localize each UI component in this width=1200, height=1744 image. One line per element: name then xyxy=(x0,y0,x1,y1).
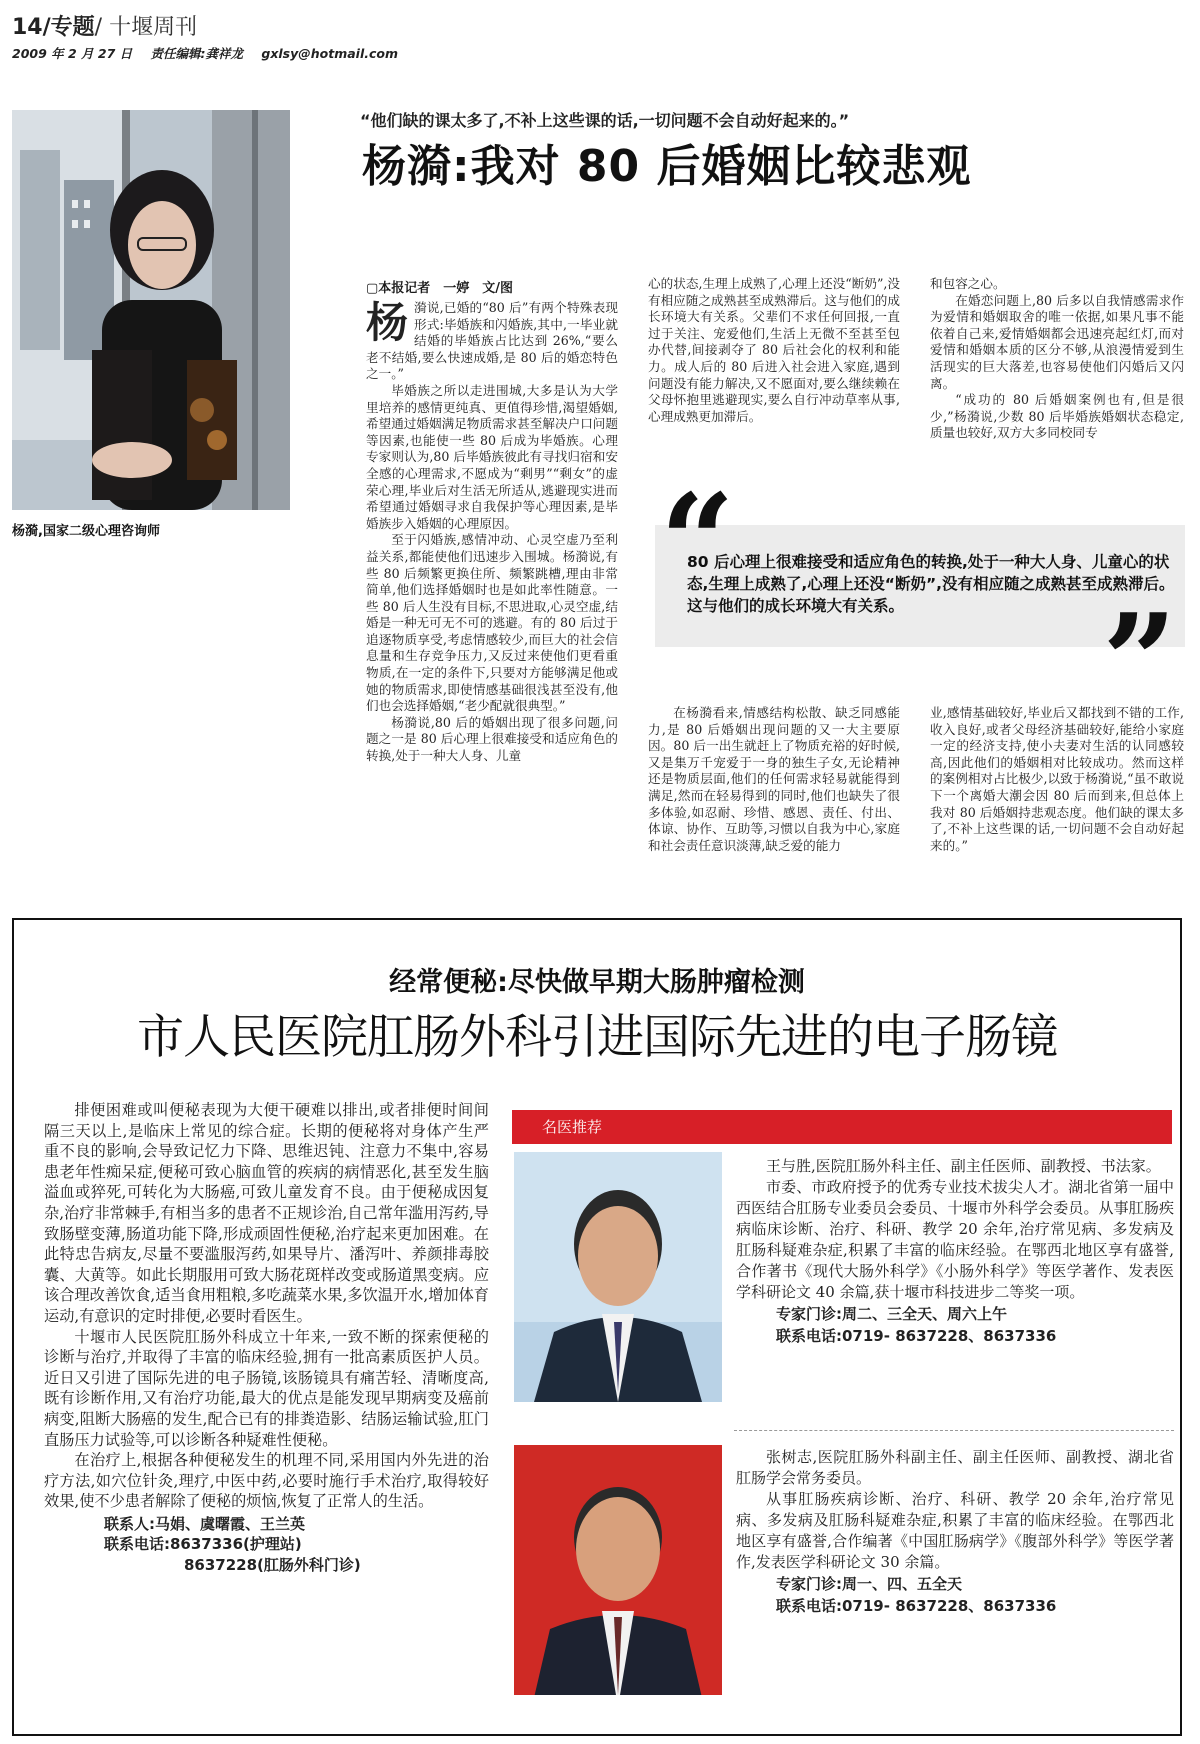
section-name: 专题 xyxy=(50,15,95,40)
doctor-phone: 联系电话:0719- 8637228、8637336 xyxy=(776,1597,1057,1615)
contact-phone-nursing: 联系电话:8637336(护理站) xyxy=(104,1535,302,1554)
divider xyxy=(734,1430,1174,1431)
ad-body xyxy=(44,1100,489,1575)
paper-name: / 十堰周刊 xyxy=(94,15,198,40)
doctor-intro: 张树志,医院肛肠外科副主任、副主任医师、副教授、湖北省肛肠学会常务委员。 xyxy=(736,1448,1174,1487)
doctor-bio-zhang xyxy=(736,1447,1174,1617)
doctor-clinic-hours: 专家门诊:周二、三全天、周六上午 xyxy=(776,1305,1008,1323)
doctor-bio-wang xyxy=(736,1156,1174,1347)
open-quote-icon: “ xyxy=(660,465,735,618)
contact-phone-clinic: 8637228(肛肠外科门诊) xyxy=(184,1555,361,1574)
editor-email: gxlsy@hotmail.com xyxy=(261,46,399,61)
pull-quote xyxy=(655,465,1185,738)
portrait-photo xyxy=(12,110,290,510)
paragraph: 在治疗上,根据各种便秘发生的机理不同,采用国内外先进的治疗方法,如穴位针灸,理疗,中医中药,必要时施行手术治疗,取得较好效果,使不少患者解除了便秘的烦恼,恢复了正常人的生活。 xyxy=(44,1451,489,1511)
paragraph: 至于闪婚族,感情冲动、心灵空虚乃至利益关系,都能使他们迅速步入围城。杨漪说,有些 80 后频繁更换住所、频繁跳槽,理由非常简单,他们选择婚姻时也是如此率性随意。一些 80 后人生没有目标,不思进取,心灵空虚,结婚是一种无可无不可的逃避。有的 80 后过于追逐物质享受,考虑情感较少,而巨大的社会信息量和生存竞争压力,又反过来使他们更看重物质,在一定的条件下,只要对方能够满足他或她的物质需求,即使情感基础很浅甚至没有,他们也会选择婚姻,“老少配就很典型。” xyxy=(366,532,618,714)
doctor-photo-wang xyxy=(514,1152,722,1402)
paragraph: 心的状态,生理上成熟了,心理上还没“断奶”,没有相应随之成熟甚至成熟滞后。这与他们的成长环境大有关系。父辈们不求任何回报,一直过于关注、宠爱他们,生活上无微不至甚至包办代替,间接剥夺了 80 后社会化的权利和能力。成人后的 80 后进入社会进入家庭,遇到问题没有能力解决,又不愿面对,要么继续赖在父母怀抱里逃避现实,要么自行冲动草率从事,心理成熟更加滞后。 xyxy=(648,276,900,424)
article-column-3-continued xyxy=(930,705,1184,905)
page-number: 14/ xyxy=(12,15,51,40)
photo-caption: 杨漪,国家二级心理咨询师 xyxy=(12,524,160,539)
article-column-2-continued xyxy=(648,705,900,905)
paragraph: 十堰市人民医院肛肠外科成立十年来,一致不断的探索便秘的诊断与治疗,并取得了丰富的临床经验,拥有一批高素质医护人员。近日又引进了国际先进的电子肠镜,该肠镜具有痛苦轻、清晰度高,既有诊断作用,又有治疗功能,最大的优点是能发现早期病变及癌前病变,阻断大肠癌的发生,配合已有的排粪造影、结肠运输试验,肛门直肠压力试验等,可以诊断各种疑难性便秘。 xyxy=(44,1327,489,1449)
page-header xyxy=(12,10,1182,72)
ad-contact-block xyxy=(44,1514,489,1576)
doctor-intro: 王与胜,医院肛肠外科主任、副主任医师、副教授、书法家。 xyxy=(766,1157,1161,1175)
paragraph: 排便困难或叫便秘表现为大便干硬难以排出,或者排便时间间隔三天以上,是临床上常见的综合症。长期的便秘将对身体产生严重不良的影响,会导致记忆力下降、思维迟钝、注意力不集中,容易患老年性痴呆症,便秘可致心脑血管的疾病的病情恶化,甚至发生脑溢血或猝死,可转化为大肠癌,可致儿童发育不良。由于便秘成因复杂,治疗非常棘手,有相当多的患者不正规诊治,自己常年滥用泻药,导致肠壁变薄,肠道功能下降,形成顽固性便秘,治疗起来更加困难。在此特忠告病友,尽量不要滥服泻药,如果导片、潘泻叶、养颜排毒胶囊、大黄等。如此长期服用可致大肠花斑样改变或肠道黑变病。应该合理改善饮食,适当食用粗粮,多吃蔬菜水果,多饮温开水,增加体育运动,有意识的定时排便,必要时看医生。 xyxy=(44,1101,489,1325)
paragraph-text: 漪说,已婚的“80 后”有两个特殊表现形式:毕婚族和闪婚族,其中,一毕业就结婚的毕婚族占比达到 26%,“要么老不结婚,要么快速成婚,是 80 后的婚恋特色之一。” xyxy=(366,300,618,382)
featured-doctors-banner: 名医推荐 xyxy=(512,1110,1172,1144)
doctor-clinic-hours: 专家门诊:周一、四、五全天 xyxy=(776,1575,962,1593)
pull-quote-text: 80 后心理上很难接受和适应角色的转换,处于一种大人身、儿童心的状态,生理上成熟了,心理上还没“断奶”,没有相应随之成熟甚至成熟滞后。这与他们的成长环境大有关系。 xyxy=(687,553,1175,615)
paragraph: “成功的 80 后婚姻案例也有,但是很少,”杨漪说,少数 80 后毕婚族婚姻状态稳定,质量也较好,双方大多同校同专 xyxy=(930,392,1184,441)
paragraph xyxy=(366,300,618,383)
paragraph: 毕婚族之所以走进围城,大多是认为大学里培养的感情更纯真、更值得珍惜,渴望婚姻,希望通过婚姻满足物质需求甚至解决户口问题等因素,也能使一些 80 后成为毕婚族。心理专家则认为,80 后毕婚族彼此有寻找归宿和安全感的心理需求,不愿成为“剩男”“剩女”的虚荣心理,毕业后对生活无所适从,逃避现实进而希望通过婚姻寻求自我保护等心理因素,是毕婚族步入婚姻的心理原因。 xyxy=(366,382,618,531)
doctor-bio: 从事肛肠疾病诊断、治疗、科研、教学 20 余年,治疗常见病、多发病及肛肠科疑难杂症,积累了丰富的临床经验。在鄂西北地区享有盛誉,合作编著《中国肛肠病学》《腹部外科学》等医学著作,发表医学科研论文 30 余篇。 xyxy=(736,1490,1174,1571)
paragraph: 在杨漪看来,情感结构松散、缺乏同感能力,是 80 后婚姻出现问题的又一大主要原因。80 后一出生就赶上了物质充裕的好时候,又是集万千宠爱于一身的独生子女,无论精神还是物质层面,他们的任何需求轻易就能得到满足,然而在轻易得到的同时,他们也缺失了很多体验,如忍耐、珍惜、感恩、责任、付出、体谅、协作、互助等,习惯以自我为中心,家庭和社会责任意识淡薄,缺乏爱的能力 xyxy=(648,705,900,853)
headline-quote: “他们缺的课太多了,不补上这些课的话,一切问题不会自动好起来的。” xyxy=(360,111,850,130)
dropcap: 杨 xyxy=(366,300,409,347)
doctor-photo-zhang xyxy=(514,1445,722,1695)
article-column-2 xyxy=(648,276,900,476)
ad-subtitle: 经常便秘:尽快做早期大肠肿瘤检测 xyxy=(389,967,805,998)
article-column-3 xyxy=(930,276,1184,476)
paragraph: 杨漪说,80 后的婚姻出现了很多问题,问题之一是 80 后心理上很难接受和适应角色的转换,处于一种大人身、儿童 xyxy=(366,714,618,764)
page-header-title xyxy=(12,10,197,41)
headline: 杨漪:我对 80 后婚姻比较悲观 xyxy=(362,141,972,192)
paragraph: 业,感情基础较好,毕业后又都找到不错的工作,收入良好,或者父母经济基础较好,能给小家庭一定的经济支持,使小夫妻对生活的认同感较高,因此他们的婚姻相对比较成功。然而这样的案例相对占比极少,以致于杨漪说,“虽不敢说下一个离婚大潮会因 80 后而到来,但总体上我对 80 后婚姻持悲观态度。他们缺的课太多了,不补上这些课的话,一切问题不会自动好起来的。” xyxy=(930,705,1184,853)
close-quote-icon: ” xyxy=(1102,585,1177,738)
byline: ▢本报记者 一婷 文/图 xyxy=(366,281,514,296)
issue-date: 2009 年 2 月 27 日 xyxy=(12,46,133,61)
article-column-1 xyxy=(366,300,618,905)
page-header-meta xyxy=(12,44,412,62)
doctor-phone: 联系电话:0719- 8637228、8637336 xyxy=(776,1327,1057,1345)
doctor-bio: 市委、市政府授予的优秀专业技术拔尖人才。湖北省第一届中西医结合肛肠专业委员会委员、十堰市外科学会委员。从事肛肠疾病临床诊断、治疗、科研、教学 20 余年,治疗常见病、多发病及肛肠科疑难杂症,积累了丰富的临床经验。在鄂西北地区享有盛誉,合作著书《现代大肠外科学》《小肠外科学》等医学著作、发表医学科研论文 40 余篇,获十堰市科技进步二等奖一项。 xyxy=(736,1178,1174,1301)
contact-persons: 联系人:马娟、虞曙霞、王兰英 xyxy=(104,1514,305,1533)
paragraph: 在婚恋问题上,80 后多以自我情感需求作为爱情和婚姻取舍的唯一依据,如果凡事不能依着自己来,爱情婚姻都会迅速亮起红灯,而对爱情和婚姻本质的区分不够,从浪漫情爱到生活现实的巨大落差,也容易使他们闪婚后又闪离。 xyxy=(930,292,1184,391)
paragraph: 和包容之心。 xyxy=(930,276,1006,291)
editor: 责任编辑:龚祥龙 xyxy=(150,46,244,61)
hospital-advertorial xyxy=(12,918,1182,1736)
ad-title: 市人民医院肛肠外科引进国际先进的电子肠镜 xyxy=(137,1010,1057,1065)
